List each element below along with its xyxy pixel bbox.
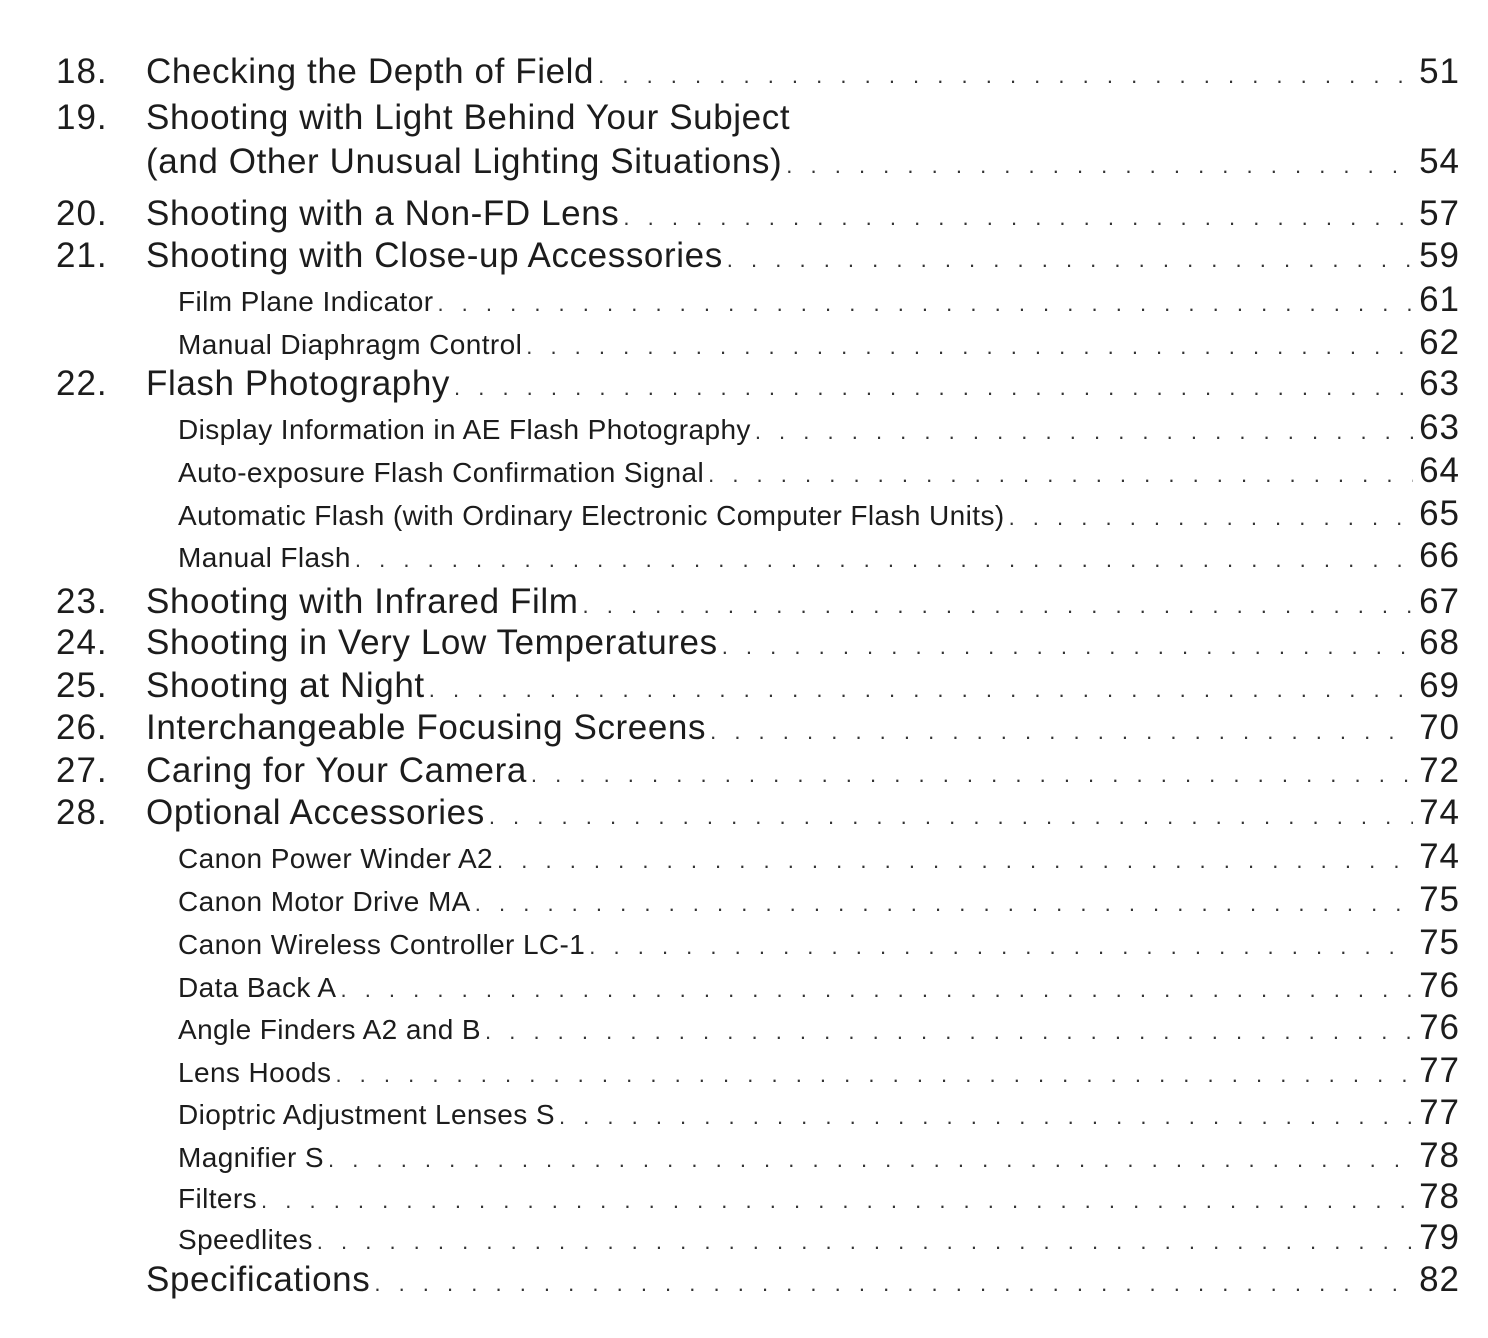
dot-leader bbox=[619, 205, 1413, 231]
entry-title: Canon Power Winder A2 bbox=[178, 843, 494, 874]
entry-title: Dioptric Adjustment Lenses S bbox=[178, 1099, 555, 1130]
page-number: 61 bbox=[1419, 280, 1460, 319]
entry-title: Shooting with Infrared Film bbox=[146, 582, 579, 621]
page-number: 78 bbox=[1419, 1177, 1460, 1216]
dot-leader bbox=[481, 1019, 1413, 1045]
page-number: 51 bbox=[1419, 52, 1460, 91]
page-number: 57 bbox=[1419, 194, 1460, 233]
dot-leader bbox=[471, 891, 1413, 917]
entry-number: 21. bbox=[56, 236, 108, 275]
entry-title: Auto-exposure Flash Confirmation Signal bbox=[178, 457, 705, 488]
entry-title: Speedlites bbox=[178, 1224, 313, 1255]
entry-number: 26. bbox=[56, 708, 108, 747]
dot-leader bbox=[485, 804, 1413, 830]
entry-number: 22. bbox=[56, 364, 108, 403]
page-number: 54 bbox=[1419, 142, 1460, 181]
entry-title: Shooting at Night bbox=[146, 666, 425, 705]
dot-leader bbox=[450, 375, 1413, 401]
dot-leader bbox=[704, 462, 1413, 488]
page-number: 66 bbox=[1419, 536, 1460, 575]
dot-leader bbox=[370, 1271, 1413, 1297]
dot-leader bbox=[594, 63, 1413, 89]
entry-title: Magnifier S bbox=[178, 1142, 325, 1173]
page-number: 79 bbox=[1419, 1218, 1460, 1257]
page-number: 63 bbox=[1419, 364, 1460, 403]
dot-leader bbox=[425, 677, 1413, 703]
dot-leader bbox=[351, 547, 1413, 573]
page-number: 78 bbox=[1419, 1136, 1460, 1175]
entry-number: 24. bbox=[56, 623, 108, 662]
entry-number: 23. bbox=[56, 582, 108, 621]
page-number: 77 bbox=[1419, 1051, 1460, 1090]
dot-leader bbox=[336, 977, 1413, 1003]
entry-number: 27. bbox=[56, 751, 108, 790]
dot-leader bbox=[257, 1188, 1413, 1214]
entry-title: Canon Wireless Controller LC-1 bbox=[178, 929, 586, 960]
dot-leader bbox=[331, 1062, 1413, 1088]
entry-number: 19. bbox=[56, 98, 108, 137]
entry-title-line-2: (and Other Unusual Lighting Situations) bbox=[146, 142, 783, 181]
dot-leader bbox=[555, 1104, 1413, 1130]
page-number: 68 bbox=[1419, 623, 1460, 662]
page-number: 67 bbox=[1419, 582, 1460, 621]
entry-title: Film Plane Indicator bbox=[178, 286, 434, 317]
dot-leader bbox=[1005, 505, 1413, 531]
page-number: 65 bbox=[1419, 494, 1460, 533]
dot-leader bbox=[718, 634, 1413, 660]
page-number: 77 bbox=[1419, 1093, 1460, 1132]
page-number: 75 bbox=[1419, 923, 1460, 962]
entry-number: 18. bbox=[56, 52, 108, 91]
page-number: 75 bbox=[1419, 880, 1460, 919]
entry-title: Shooting with Close-up Accessories bbox=[146, 236, 723, 275]
entry-title: Flash Photography bbox=[146, 364, 450, 403]
dot-leader bbox=[493, 848, 1413, 874]
dot-leader bbox=[433, 291, 1413, 317]
page-number: 72 bbox=[1419, 751, 1460, 790]
page-number: 82 bbox=[1419, 1260, 1460, 1299]
entry-title: Interchangeable Focusing Screens bbox=[146, 708, 707, 747]
dot-leader bbox=[751, 419, 1413, 445]
entry-number: 20. bbox=[56, 194, 108, 233]
entry-number: 25. bbox=[56, 666, 108, 705]
page-number: 64 bbox=[1419, 451, 1460, 490]
dot-leader bbox=[527, 762, 1413, 788]
dot-leader bbox=[782, 153, 1413, 179]
entry-title: Shooting with a Non-FD Lens bbox=[146, 194, 620, 233]
entry-title-line-1: Shooting with Light Behind Your Subject bbox=[146, 98, 791, 137]
page-number: 76 bbox=[1419, 966, 1460, 1005]
page-number: 76 bbox=[1419, 1008, 1460, 1047]
entry-title: Automatic Flash (with Ordinary Electronic Computer Flash Units) bbox=[178, 500, 1005, 531]
entry-title: Shooting in Very Low Temperatures bbox=[146, 623, 718, 662]
dot-leader bbox=[579, 593, 1414, 619]
entry-title: Canon Motor Drive MA bbox=[178, 886, 471, 917]
entry-title: Lens Hoods bbox=[178, 1057, 332, 1088]
page-number: 69 bbox=[1419, 666, 1460, 705]
entry-title: Data Back A bbox=[178, 972, 337, 1003]
entry-title: Manual Flash bbox=[178, 542, 351, 573]
page-number: 59 bbox=[1419, 236, 1460, 275]
page-number: 63 bbox=[1419, 408, 1460, 447]
entry-title: Angle Finders A2 and B bbox=[178, 1014, 481, 1045]
dot-leader bbox=[522, 334, 1413, 360]
dot-leader bbox=[723, 247, 1413, 273]
dot-leader bbox=[313, 1229, 1413, 1255]
entry-title: Checking the Depth of Field bbox=[146, 52, 595, 91]
entry-title: Filters bbox=[178, 1183, 258, 1214]
entry-title: Specifications bbox=[146, 1260, 371, 1299]
dot-leader bbox=[706, 719, 1413, 745]
entry-title: Optional Accessories bbox=[146, 793, 485, 832]
entry-number: 28. bbox=[56, 793, 108, 832]
entry-title: Manual Diaphragm Control bbox=[178, 329, 523, 360]
page-number: 62 bbox=[1419, 323, 1460, 362]
page-number: 74 bbox=[1419, 837, 1460, 876]
page-number: 70 bbox=[1419, 708, 1460, 747]
dot-leader bbox=[324, 1147, 1413, 1173]
dot-leader bbox=[585, 934, 1413, 960]
entry-title: Caring for Your Camera bbox=[146, 751, 527, 790]
entry-title: Display Information in AE Flash Photography bbox=[178, 414, 751, 445]
page-number: 74 bbox=[1419, 793, 1460, 832]
